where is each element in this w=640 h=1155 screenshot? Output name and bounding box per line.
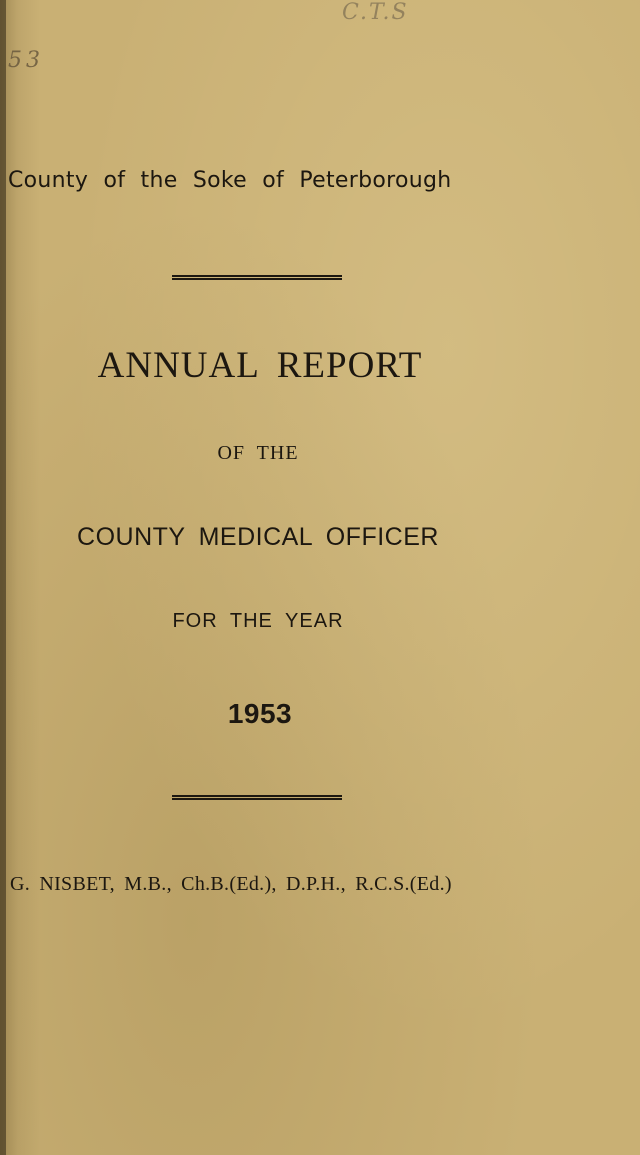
report-for-the-year: FOR THE YEAR <box>172 610 344 632</box>
binding-edge <box>0 0 6 1155</box>
double-rule-bottom <box>172 795 342 800</box>
county-heading: County of the Soke of Peterborough <box>8 168 452 193</box>
report-of-the: OF THE <box>217 442 299 464</box>
handwritten-top-mark: C.T.S <box>342 0 409 25</box>
author-credit: G. NISBET, M.B., Ch.B.(Ed.), D.P.H., R.C.S.(Ed.) <box>10 873 452 895</box>
report-officer: COUNTY MEDICAL OFFICER <box>77 523 439 551</box>
report-title: ANNUAL REPORT <box>97 345 423 386</box>
report-year: 1953 <box>227 698 293 729</box>
double-rule-top <box>172 275 342 280</box>
handwritten-corner-mark: 53 <box>8 48 44 73</box>
